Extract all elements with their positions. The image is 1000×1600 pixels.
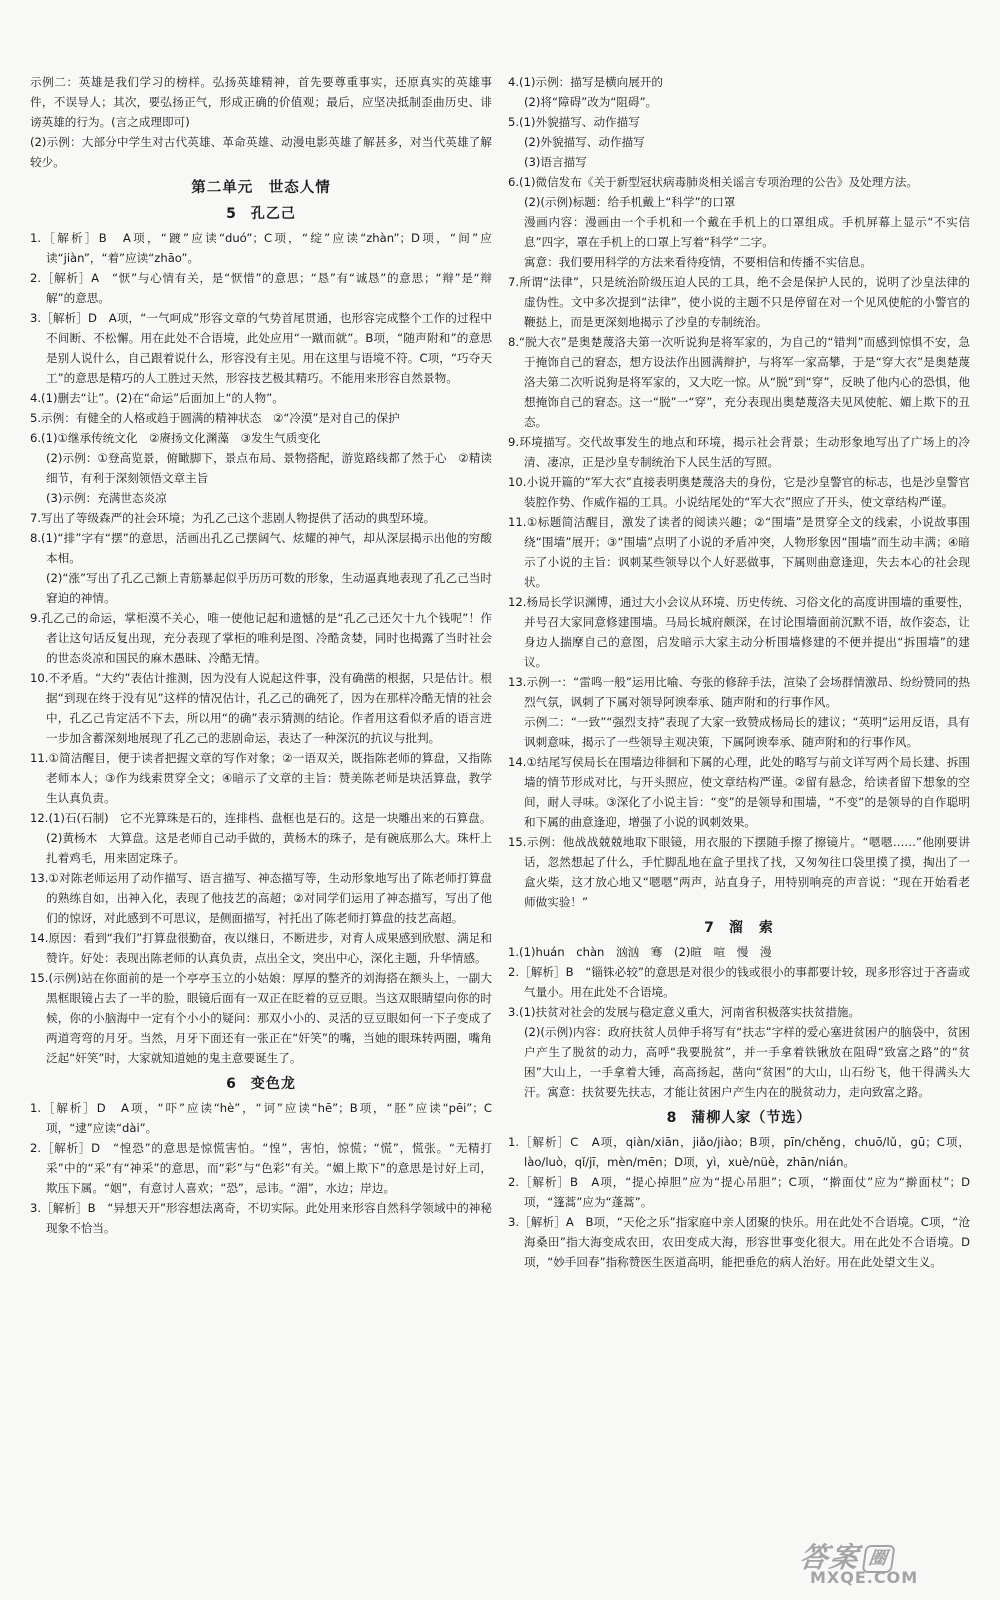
answer-item: 1.［解析］C A项，qiàn/xiān，jiǎo/jiào；B项，pīn/chěng，chuō/lǔ，gū；C项，lào/luò，qǐ/jī，mèn/mēn；D项，yì，xuè/nüè，zhān/nián。 [508, 1135, 970, 1169]
right-column [508, 72, 970, 1272]
answer-item: 13.示例一：“雷鸣一般”运用比喻、夸张的修辞手法，渲染了会场群情激昂、纷纷赞同的热烈气氛，讽刺了下属对领导阿谀奉承、随声附和的行事作风。 [508, 675, 970, 709]
lesson-name: 蒲柳人家（节选） [691, 1110, 812, 1126]
lesson-title [30, 204, 492, 224]
answer-paragraph: (2)黄杨木 大算盘。这是老师自己动手做的，黄杨木的珠子，是有碗底那么大。珠杆上扎着鸡毛，用来固定珠子。 [46, 831, 492, 865]
answer-item: 10.不矛盾。“大约”表估计推测，因为没有人说起这件事，没有确凿的根据，只是估计。根据“到现在终于没有见”这样的情况估计，孔乙己的确死了，因为在那样冷酷无情的社会中，孔乙己肯定活不下去，所以用“的确”表示猜测的结论。作者用这看似矛盾的语言进一步加含蓄深刻地展现了孔乙己的悲剧命运，表达了一种深沉的抗议与批判。 [30, 671, 492, 745]
lesson-name: 溜 索 [728, 920, 774, 936]
lesson-title [508, 918, 970, 938]
watermark-logo-text: 答案 圈 [797, 1536, 897, 1576]
watermark-badge: 圈 [862, 1545, 896, 1573]
answer-item: 2.［解析］B “锱铢必较”的意思是对很少的钱或很小的事都要计较，现多形容过于吝啬或气量小。用在此处不合语境。 [508, 965, 970, 999]
lesson-number: 6 [226, 1076, 237, 1092]
answer-paragraph: (2)示例：大部分中学生对古代英雄、革命英雄、动漫电影英雄了解甚多，对当代英雄了解较少。 [30, 135, 492, 169]
answer-paragraph: (2)“涨”写出了孔乙己额上青筋暴起似乎历历可数的形象，生动逼真地表现了孔乙己当时窘迫的神情。 [46, 571, 492, 605]
answer-paragraph: (2)示例：①登高览景，俯瞰脚下，景点布局、景物搭配，游览路线都了然于心 ②精读细节，有利于深刻领悟文章主旨 [46, 451, 492, 485]
answer-paragraph: (3)示例：充满世态炎凉 [46, 491, 167, 505]
answer-paragraph: (2)(示例)标题：给手机戴上“科学”的口罩 [524, 195, 736, 209]
answer-item: 15.示例：他战战兢兢地取下眼镜，用衣服的下摆随手擦了擦镜片。“嗯嗯……”他刚要讲话，忽然想起了什么，手忙脚乱地在盒子里找了找，又匆匆往口袋里摸了摸，掏出了一盒火柴，这才放心地又“嗯嗯”两声，站直身子，用特别响亮的声音说：“现在开始看老师做实验！” [508, 835, 970, 909]
answer-item: 11.①标题简洁醒目，激发了读者的阅读兴趣；②“围墙”是贯穿全文的线索，小说故事围绕“围墙”展开；③“围墙”点明了小说的矛盾冲突，人物形象因“围墙”而生动丰满；④暗示了小说的主旨：讽刺某些领导以个人好恶做事，下属则曲意逢迎，失去本心的社会现状。 [508, 515, 970, 589]
answer-item: 7.所谓“法律”，只是统治阶级压迫人民的工具，绝不会是保护人民的，说明了沙皇法律的虚伪性。文中多次提到“法律”，使小说的主题不只是停留在对一个见风使舵的小警官的鞭挞上，而是更深刻地揭示了沙皇的专制统治。 [508, 275, 970, 329]
answer-item: 15.(示例)站在你面前的是一个亭亭玉立的小姑娘：厚厚的整齐的刘海搭在额头上，一副大黑框眼镜占去了一半的脸，眼镜后面有一双正在眨着的豆豆眼。当这双眼睛望向你的时候，你的小脑海中一定有个小小的疑问：那双小小的、灵活的豆豆眼如何一下子变成了两道弯弯的月牙。当然，月牙下面还有一张正在“奸笑”的嘴，当她的眼珠转两圈，嘴角泛起“奸笑”时，大家就知道她的鬼主意要诞生了。 [30, 971, 492, 1065]
answer-item: 1.(1)huán chàn 汹汹 骞 (2)暄 喧 慢 漫 [508, 945, 772, 959]
answer-item: 2.［解析］D “惶恐”的意思是惊慌害怕。“惶”，害怕，惊慌；“慌”，慌张。“无精打采”中的“采”有“神采”的意思，而“彩”与“色彩”有关。“媚上欺下”的意思是讨好上司，欺压下属。“姻”，有意讨人喜欢；“恐”，忌讳。“湄”，水边；岸边。 [30, 1141, 492, 1195]
answer-item: 6.(1)①继承传统文化 ②赓扬文化渊藻 ③发生气质变化 [30, 431, 321, 445]
answer-item: 9.环境描写。交代故事发生的地点和环境，揭示社会背景；生动形象地写出了广场上的冷清、凄凉，正是沙皇专制统治下人民生活的写照。 [508, 435, 970, 469]
answer-item: 6.(1)微信发布《关于新型冠状病毒肺炎相关谣言专项治理的公告》及处理方法。 [508, 175, 919, 189]
answer-item: 2.［解析］B A项，“提心掉胆”应为“提心吊胆”；C项，“擀面仗”应为“擀面杖”；D项，“篷蒿”应为“蓬蒿”。 [508, 1175, 970, 1209]
answer-paragraph: 示例二：“一致”“强烈支持”表现了大家一致赞成杨局长的建议；“英明”运用反语，具有讽刺意味，揭示了一些领导主观决策，下属阿谀奉承、随声附和的行事作风。 [524, 715, 970, 749]
answer-paragraph: 漫画内容：漫画由一个手机和一个戴在手机上的口罩组成。手机屏幕上显示“不实信息”四字，罩在手机上的口罩上写着“科学”二字。 [524, 215, 970, 249]
lesson-number: 5 [226, 206, 237, 222]
answer-paragraph: 寓意：我们要用科学的方法来看待疫情，不要相信和传播不实信息。 [524, 255, 872, 269]
answer-item: 14.原因：看到“我们”打算盘很勤奋，夜以继日，不断进步，对育人成果感到欣慰、满足和赞许。好处：表现出陈老师的认真负责，点出全文，突出中心，深化主题，升华情感。 [30, 931, 492, 965]
answer-item: 3.［解析］A B项，“天伦之乐”指家庭中亲人团聚的快乐。用在此处不合语境。C项，“沧海桑田”指大海变成农田，农田变成大海，形容世事变化很大。用在此处不合语境。D项，“妙手回春”指称赞医生医道高明，能把垂危的病人治好。用在此处望文生义。 [508, 1215, 970, 1269]
answer-item: 3.［解析］B “异想天开”形容想法离奇，不切实际。此处用来形容自然科学领域中的神秘现象不恰当。 [30, 1201, 492, 1235]
lesson-number: 8 [666, 1110, 678, 1126]
answer-paragraph: (3)语言描写 [524, 155, 587, 169]
answer-item: 4.(1)删去“让”。(2)在“命运”后面加上“的人物”。 [30, 391, 284, 405]
answer-item: 10.小说开篇的“军大衣”直接表明奥楚蔑洛夫的身份，它是沙皇警官的标志，也是沙皇警官装腔作势、作威作福的工具。小说结尾处的“军大衣”照应了开头，使文章结构严谨。 [508, 475, 970, 509]
answer-item: 8.(1)“排”字有“摆”的意思，活画出孔乙己摆阔气、炫耀的神气，却从深层揭示出他的穷酸本相。 [30, 531, 492, 565]
answer-item: 9.孔乙己的命运，掌柜漠不关心，唯一使他记起和遗憾的是“孔乙己还欠十九个钱呢”！作者让这句话反复出现，充分表现了掌柜的唯利是图、冷酷贪婪，同时也揭露了当时社会的世态炎凉和国民的麻木愚昧、冷酷无情。 [30, 611, 492, 665]
answer-item: 14.①结尾写侯局长在围墙边徘徊和下属的心理，此处的略写与前文详写两个局长建、拆围墙的情节形成对比，与开头照应，使文章结构严谨。②留有悬念，给读者留下想象的空间，耐人寻味。③深化了小说主旨：“变”的是领导和围墙，“不变”的是领导的自作聪明和下属的曲意逢迎，增强了小说的讽刺效果。 [508, 755, 970, 829]
answer-item: 13.①对陈老师运用了动作描写、语言描写、神态描写等，生动形象地写出了陈老师打算盘的熟练自如，出神入化，表现了他技艺的高超；②对同学们运用了神态描写，写出了他们的惊讶，对此感到不可思议，是侧面描写，衬托出了陈老师打算盘的技艺高超。 [30, 871, 492, 925]
answer-item: 3.(1)扶贫对社会的发展与稳定意义重大，河南省积极落实扶贫措施。 [508, 1005, 861, 1019]
answer-item: 2.［解析］A “恹”与心情有关，是“恹惜”的意思；“恳”有“诚恳”的意思；“辩”是“辩解”的意思。 [30, 271, 492, 305]
watermark-url: MXQE.COM [810, 1568, 919, 1587]
answer-paragraph: (2)(示例)内容：政府扶贫人员伸手将写有“扶志”字样的爱心塞进贫困户的脑袋中，贫困户产生了脱贫的动力，高呼“我要脱贫”，并一手拿着铁锹放在阻碍“致富之路”的“贫困”大山上，一手拿着大锤，高高扬起，凿向“贫困”的大山，山石纷飞，他干得满头大汗。寓意：扶贫要先扶志，才能让贫困户产生内在的脱贫动力，走向致富之路。 [524, 1025, 970, 1099]
answer-item: 11.①简洁醒目，便于读者把握文章的写作对象；②一语双关，既指陈老师的算盘，又指陈老师本人；③作为线索贯穿全文；④暗示了文章的主旨：赞美陈老师是块活算盘，教学生认真负责。 [30, 751, 492, 805]
lesson-number: 7 [704, 920, 715, 936]
answer-item: 7.写出了等级森严的社会环境；为孔乙己这个悲剧人物提供了活动的典型环境。 [30, 511, 436, 525]
answer-item: 8.“脱大衣”是奥楚蔑洛夫第一次听说狗是将军家的，为自己的“错判”而感到惊惧不安，急于掩饰自己的窘态，想方设法作出圆满辩护，与将军一家高攀，于是“穿大衣”是奥楚蔑洛夫第二次听说狗是将军家的，又大吃一惊。从“脱”到“穿”，反映了他内心的恐惧，他想掩饰自己的窘态。这一“脱”一“穿”，充分表现出奥楚蔑洛夫见风使舵、媚上欺下的丑态。 [508, 335, 970, 429]
answer-item: 1.［解析］D A项，“吓”应读“hè”，“诃”应读“hē”；B项，“胚”应读“pēi”；C项，“逮”应读“dài”。 [30, 1101, 492, 1135]
lesson-name: 变色龙 [250, 1076, 296, 1092]
lesson-title [508, 1108, 970, 1128]
answer-paragraph: (2)外貌描写、动作描写 [524, 135, 645, 149]
answer-item: 12.杨局长学识渊博，通过大小会议从环境、历史传统、习俗文化的高度讲围墙的重要性，并号召大家同意修建围墙。马局长城府颇深，在讨论围墙面前沉默不语，故作姿态，让身边人揣摩自己的意图，启发暗示大家主动分析围墙修建的不便并提出“拆围墙”的建议。 [508, 595, 970, 669]
answer-item: 4.(1)示例：描写是横向展开的 [508, 75, 664, 89]
unit-title: 第二单元 世态人情 [191, 180, 331, 196]
answer-item: 5.示例：有健全的人格或趋于圆满的精神状态 ②“冷漠”是对自己的保护 [30, 411, 400, 425]
answer-paragraph: (2)将“障碍”改为“阻碍”。 [524, 95, 658, 109]
answer-item: 1.［解析］B A项，“踱”应读“duó”；C项，“绽”应读“zhàn”；D项，“间”应读“jiàn”，“着”应读“zhāo”。 [30, 231, 492, 265]
answer-paragraph: 示例二：英雄是我们学习的榜样。弘扬英雄精神，首先要尊重事实，还原真实的英雄事件，不误导人；其次，要弘扬正气，形成正确的价值观；最后，应坚决抵制歪曲历史、诽谤英雄的行为。(言之成理即可) [30, 75, 492, 129]
answer-item: 3.［解析］D A项，“一气呵成”形容文章的气势首尾贯通，也形容完成整个工作的过程中不间断、不松懈。用在此处不合语境，此处应用“一蹴而就”。B项，“随声附和”的意思是别人说什么，自己跟着说什么，形容没有主见。用在这里与语境不符。C项，“巧夺天工”的意思是精巧的人工胜过天然，形容技艺极其精巧。不能用来形容自然景物。 [30, 311, 492, 385]
answer-item: 5.(1)外貌描写、动作描写 [508, 115, 640, 129]
lesson-title [30, 1074, 492, 1094]
left-column [30, 72, 492, 1238]
answer-item: 12.(1)石(石制) 它不光算珠是石的，连排档、盘框也是石的。这是一块雕出来的石算盘。 [30, 811, 492, 825]
lesson-name: 孔乙己 [250, 206, 296, 222]
watermark-logo [797, 1536, 978, 1587]
